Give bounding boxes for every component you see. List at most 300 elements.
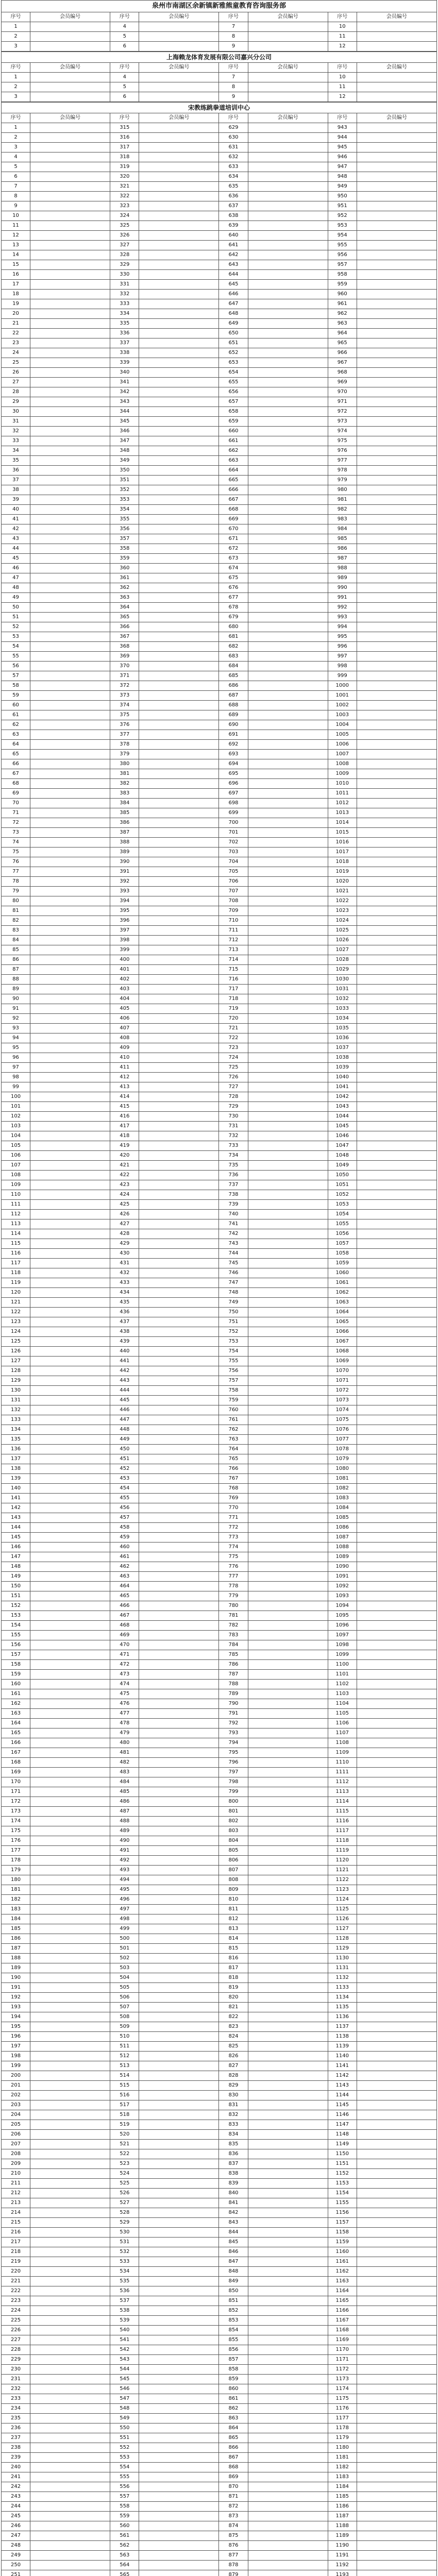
- table-row: [2, 1944, 437, 1954]
- member-id: [30, 1856, 110, 1866]
- member-id: [139, 1640, 219, 1650]
- row-number: 116: [2, 1249, 30, 1259]
- row-number: 411: [110, 1063, 139, 1073]
- member-id: [30, 505, 110, 515]
- row-number: 407: [110, 1024, 139, 1033]
- row-number: 978: [328, 466, 357, 476]
- member-id: [357, 534, 436, 544]
- member-id: [248, 2100, 328, 2110]
- member-id: [248, 1415, 328, 1425]
- row-number: 717: [219, 985, 248, 994]
- member-id: [139, 1161, 219, 1171]
- member-id: [139, 593, 219, 603]
- row-number: 1082: [328, 1484, 357, 1494]
- row-number: 228: [2, 2345, 30, 2355]
- table-row: [2, 32, 437, 42]
- member-id: [30, 1454, 110, 1464]
- table-row: [2, 2482, 437, 2492]
- row-number: 156: [2, 1640, 30, 1650]
- table-row: [2, 1699, 437, 1709]
- row-number: 988: [328, 564, 357, 573]
- row-number: 1046: [328, 1131, 357, 1141]
- member-id: [139, 1073, 219, 1082]
- row-number: 1149: [328, 2140, 357, 2149]
- member-id: [248, 2306, 328, 2316]
- member-id: [357, 211, 436, 221]
- row-number: 1042: [328, 1092, 357, 1102]
- row-number: 348: [110, 446, 139, 456]
- row-number: 1120: [328, 1856, 357, 1866]
- row-number: 1143: [328, 2081, 357, 2091]
- row-number: 358: [110, 544, 139, 554]
- row-number: 1178: [328, 2424, 357, 2433]
- table-row: [2, 466, 437, 476]
- table-row: [2, 1131, 437, 1141]
- row-number: 944: [328, 133, 357, 143]
- member-id: [30, 691, 110, 701]
- table-row: [2, 368, 437, 378]
- row-number: 1066: [328, 1327, 357, 1337]
- member-id: [139, 975, 219, 985]
- row-number: 512: [110, 2052, 139, 2061]
- member-id: [30, 1210, 110, 1219]
- member-id: [139, 2267, 219, 2277]
- member-id: [248, 994, 328, 1004]
- row-number: 803: [219, 1826, 248, 1836]
- row-number: 837: [219, 2159, 248, 2169]
- table-row: [2, 955, 437, 965]
- row-number: 779: [219, 1591, 248, 1601]
- row-number: 841: [219, 2198, 248, 2208]
- row-number: 1021: [328, 887, 357, 896]
- member-id: [248, 779, 328, 789]
- header-no: 序号: [2, 12, 30, 22]
- row-number: 231: [2, 2375, 30, 2384]
- row-number: 1131: [328, 1963, 357, 1973]
- table-row: [2, 877, 437, 887]
- member-id: [357, 2003, 436, 2012]
- document: [1, 0, 437, 2576]
- member-id: [357, 456, 436, 466]
- member-id: [248, 280, 328, 290]
- member-id: [357, 2179, 436, 2189]
- member-id: [139, 338, 219, 348]
- member-id: [139, 260, 219, 270]
- row-number: 244: [2, 2502, 30, 2512]
- row-number: 343: [110, 397, 139, 407]
- member-id: [357, 2130, 436, 2140]
- table-row: [2, 1435, 437, 1445]
- member-id: [139, 2424, 219, 2433]
- member-id: [139, 1728, 219, 1738]
- member-id: [248, 2061, 328, 2071]
- row-number: 1141: [328, 2061, 357, 2071]
- row-number: 405: [110, 1004, 139, 1014]
- row-number: 760: [219, 1405, 248, 1415]
- member-id: [139, 2120, 219, 2130]
- row-number: 429: [110, 1239, 139, 1249]
- member-id: [248, 613, 328, 622]
- member-id: [248, 82, 328, 92]
- row-number: 1182: [328, 2463, 357, 2472]
- row-number: 1192: [328, 2561, 357, 2570]
- row-number: 982: [328, 505, 357, 515]
- member-id: [30, 2424, 110, 2433]
- row-number: 330: [110, 270, 139, 280]
- row-number: 323: [110, 201, 139, 211]
- row-number: 791: [219, 1709, 248, 1719]
- row-number: 151: [2, 1591, 30, 1601]
- member-id: [139, 290, 219, 299]
- member-id: [357, 652, 436, 662]
- member-id: [357, 192, 436, 201]
- row-number: 479: [110, 1728, 139, 1738]
- row-number: 347: [110, 436, 139, 446]
- row-number: 1189: [328, 2531, 357, 2541]
- table-row: [2, 1190, 437, 1200]
- row-number: 220: [2, 2267, 30, 2277]
- row-number: 359: [110, 554, 139, 564]
- row-number: 557: [110, 2492, 139, 2502]
- row-number: 973: [328, 417, 357, 427]
- header-no: 序号: [2, 63, 30, 73]
- member-id: [139, 1386, 219, 1396]
- member-id: [248, 348, 328, 358]
- row-number: 165: [2, 1728, 30, 1738]
- table-row: [2, 1631, 437, 1640]
- member-id: [248, 1278, 328, 1288]
- member-id: [139, 143, 219, 152]
- member-id: [30, 2502, 110, 2512]
- member-id: [30, 231, 110, 241]
- table-row: [2, 387, 437, 397]
- row-number: 774: [219, 1543, 248, 1552]
- row-number: 1090: [328, 1562, 357, 1572]
- member-id: [357, 671, 436, 681]
- member-id: [357, 2042, 436, 2052]
- row-number: 1019: [328, 867, 357, 877]
- member-id: [357, 1533, 436, 1543]
- member-id: [30, 338, 110, 348]
- member-id: [30, 192, 110, 201]
- row-number: 509: [110, 2022, 139, 2032]
- member-id: [248, 2286, 328, 2296]
- member-id: [139, 1582, 219, 1591]
- table-row: [2, 857, 437, 867]
- row-number: 744: [219, 1249, 248, 1259]
- member-id: [139, 564, 219, 573]
- row-number: 1121: [328, 1866, 357, 1875]
- member-id: [248, 1219, 328, 1229]
- member-id: [357, 662, 436, 671]
- member-id: [248, 1689, 328, 1699]
- row-number: 188: [2, 1954, 30, 1963]
- member-id: [248, 2277, 328, 2286]
- member-id: [248, 1777, 328, 1787]
- table-row: [2, 1807, 437, 1817]
- table-row: [2, 1523, 437, 1533]
- member-id: [248, 1523, 328, 1533]
- member-id: [30, 2032, 110, 2042]
- row-number: 646: [219, 290, 248, 299]
- row-number: 90: [2, 994, 30, 1004]
- row-number: 145: [2, 1533, 30, 1543]
- row-number: 960: [328, 290, 357, 299]
- member-id: [248, 2003, 328, 2012]
- member-id: [139, 632, 219, 642]
- row-number: 1001: [328, 691, 357, 701]
- row-number: 66: [2, 759, 30, 769]
- table-row: [2, 613, 437, 622]
- row-number: 764: [219, 1445, 248, 1454]
- row-number: 645: [219, 280, 248, 290]
- member-id: [248, 1092, 328, 1102]
- section-title: 宋教练跳拳道培训中心: [1, 102, 437, 113]
- row-number: 1047: [328, 1141, 357, 1151]
- member-id: [248, 2198, 328, 2208]
- row-number: 1108: [328, 1738, 357, 1748]
- member-id: [30, 2375, 110, 2384]
- member-id: [248, 2394, 328, 2404]
- row-number: 856: [219, 2345, 248, 2355]
- row-number: 128: [2, 1366, 30, 1376]
- member-id: [30, 2551, 110, 2561]
- row-number: 371: [110, 671, 139, 681]
- row-number: 802: [219, 1817, 248, 1826]
- member-id: [139, 1024, 219, 1033]
- row-number: 684: [219, 662, 248, 671]
- row-number: 1040: [328, 1073, 357, 1082]
- member-id: [30, 1464, 110, 1474]
- table-row: [2, 515, 437, 524]
- member-id: [30, 2277, 110, 2286]
- row-number: 424: [110, 1190, 139, 1200]
- row-number: 415: [110, 1102, 139, 1112]
- member-id: [248, 2521, 328, 2531]
- row-number: 649: [219, 319, 248, 329]
- row-number: 443: [110, 1376, 139, 1386]
- member-id: [30, 1973, 110, 1983]
- row-number: 361: [110, 573, 139, 583]
- member-id: [248, 368, 328, 378]
- row-number: 355: [110, 515, 139, 524]
- member-id: [248, 42, 328, 52]
- row-number: 949: [328, 182, 357, 192]
- member-id: [139, 2061, 219, 2071]
- table-row: [2, 701, 437, 710]
- member-id: [139, 1327, 219, 1337]
- table-row: [2, 1680, 437, 1689]
- member-id: [139, 1924, 219, 1934]
- member-id: [30, 1817, 110, 1826]
- member-id: [248, 896, 328, 906]
- member-id: [139, 2110, 219, 2120]
- member-id: [30, 1396, 110, 1405]
- member-id: [139, 1631, 219, 1640]
- table-row: [2, 92, 437, 102]
- table-row: [2, 378, 437, 387]
- row-number: 399: [110, 945, 139, 955]
- row-number: 122: [2, 1308, 30, 1317]
- table-row: [2, 2463, 437, 2472]
- row-number: 324: [110, 211, 139, 221]
- row-number: 60: [2, 701, 30, 710]
- row-number: 430: [110, 1249, 139, 1259]
- table-row: [2, 162, 437, 172]
- table-row: [2, 691, 437, 701]
- row-number: 356: [110, 524, 139, 534]
- member-id: [357, 1503, 436, 1513]
- row-number: 1179: [328, 2433, 357, 2443]
- member-id: [357, 1063, 436, 1073]
- member-id: [139, 2443, 219, 2453]
- row-number: 4: [110, 73, 139, 82]
- member-id: [248, 270, 328, 280]
- member-id: [248, 1131, 328, 1141]
- row-number: 832: [219, 2110, 248, 2120]
- row-number: 943: [328, 123, 357, 133]
- table-row: [2, 1768, 437, 1777]
- table-row: [2, 994, 437, 1004]
- member-id: [248, 2238, 328, 2247]
- member-id: [248, 329, 328, 338]
- member-id: [30, 730, 110, 740]
- member-id: [30, 789, 110, 799]
- row-number: 1103: [328, 1689, 357, 1699]
- row-number: 199: [2, 2061, 30, 2071]
- row-number: 1104: [328, 1699, 357, 1709]
- table-row: [2, 2512, 437, 2521]
- member-id: [139, 1405, 219, 1415]
- member-id: [357, 1934, 436, 1944]
- row-number: 1023: [328, 906, 357, 916]
- member-id: [248, 2091, 328, 2100]
- member-id: [30, 92, 110, 102]
- row-number: 1075: [328, 1415, 357, 1425]
- row-number: 186: [2, 1934, 30, 1944]
- member-id: [30, 1709, 110, 1719]
- member-id: [30, 299, 110, 309]
- row-number: 463: [110, 1572, 139, 1582]
- member-id: [139, 2345, 219, 2355]
- member-id: [139, 1082, 219, 1092]
- member-id: [30, 2189, 110, 2198]
- member-id: [30, 2110, 110, 2120]
- member-id: [139, 436, 219, 446]
- row-number: 1114: [328, 1797, 357, 1807]
- row-number: 175: [2, 1826, 30, 1836]
- member-id: [139, 1278, 219, 1288]
- member-id: [139, 1268, 219, 1278]
- row-number: 377: [110, 730, 139, 740]
- member-id: [357, 1268, 436, 1278]
- member-id: [357, 2228, 436, 2238]
- member-id: [248, 123, 328, 133]
- row-number: 698: [219, 799, 248, 808]
- member-id: [357, 2561, 436, 2570]
- member-id: [248, 857, 328, 867]
- table-row: [2, 2541, 437, 2551]
- member-id: [248, 1405, 328, 1415]
- row-number: 166: [2, 1738, 30, 1748]
- member-id: [30, 1445, 110, 1454]
- member-id: [357, 808, 436, 818]
- table-row: [2, 1415, 437, 1425]
- member-id: [30, 387, 110, 397]
- row-number: 104: [2, 1131, 30, 1141]
- member-id: [30, 2443, 110, 2453]
- member-id: [30, 1405, 110, 1415]
- member-id: [30, 1151, 110, 1161]
- table-row: [2, 2189, 437, 2198]
- row-number: 204: [2, 2110, 30, 2120]
- row-number: 651: [219, 338, 248, 348]
- row-number: 536: [110, 2286, 139, 2296]
- member-id: [248, 1582, 328, 1591]
- member-id: [357, 231, 436, 241]
- row-number: 514: [110, 2071, 139, 2081]
- table-row: [2, 456, 437, 466]
- member-id: [357, 564, 436, 573]
- row-number: 1049: [328, 1161, 357, 1171]
- row-number: 758: [219, 1386, 248, 1396]
- member-id: [357, 2110, 436, 2120]
- member-id: [357, 1014, 436, 1024]
- member-id: [248, 1699, 328, 1709]
- member-id: [357, 1826, 436, 1836]
- row-number: 653: [219, 358, 248, 368]
- row-number: 233: [2, 2394, 30, 2404]
- member-id: [357, 2120, 436, 2130]
- table-row: [2, 1033, 437, 1043]
- member-id: [357, 720, 436, 730]
- member-id: [248, 2218, 328, 2228]
- member-id: [248, 2169, 328, 2179]
- row-number: 728: [219, 1092, 248, 1102]
- member-id: [357, 1689, 436, 1699]
- member-id: [30, 1611, 110, 1621]
- member-id: [30, 1073, 110, 1082]
- table-row: [2, 2208, 437, 2218]
- row-number: 656: [219, 387, 248, 397]
- row-number: 2: [2, 82, 30, 92]
- row-number: 559: [110, 2512, 139, 2521]
- member-id: [357, 329, 436, 338]
- row-number: 192: [2, 1993, 30, 2003]
- table-row: [2, 1689, 437, 1699]
- member-id: [248, 2551, 328, 2561]
- row-number: 5: [2, 162, 30, 172]
- row-number: 12: [2, 231, 30, 241]
- member-id: [30, 613, 110, 622]
- member-id: [357, 2296, 436, 2306]
- table-row: [2, 671, 437, 681]
- row-number: 1026: [328, 936, 357, 945]
- row-number: 523: [110, 2159, 139, 2169]
- member-id: [357, 896, 436, 906]
- row-number: 120: [2, 1288, 30, 1298]
- member-id: [30, 573, 110, 583]
- row-number: 142: [2, 1503, 30, 1513]
- table-row: [2, 2100, 437, 2110]
- row-number: 877: [219, 2551, 248, 2561]
- table-row: [2, 2472, 437, 2482]
- table-row: [2, 1738, 437, 1748]
- member-id: [357, 143, 436, 152]
- row-number: 331: [110, 280, 139, 290]
- member-id: [248, 1445, 328, 1454]
- row-number: 1128: [328, 1934, 357, 1944]
